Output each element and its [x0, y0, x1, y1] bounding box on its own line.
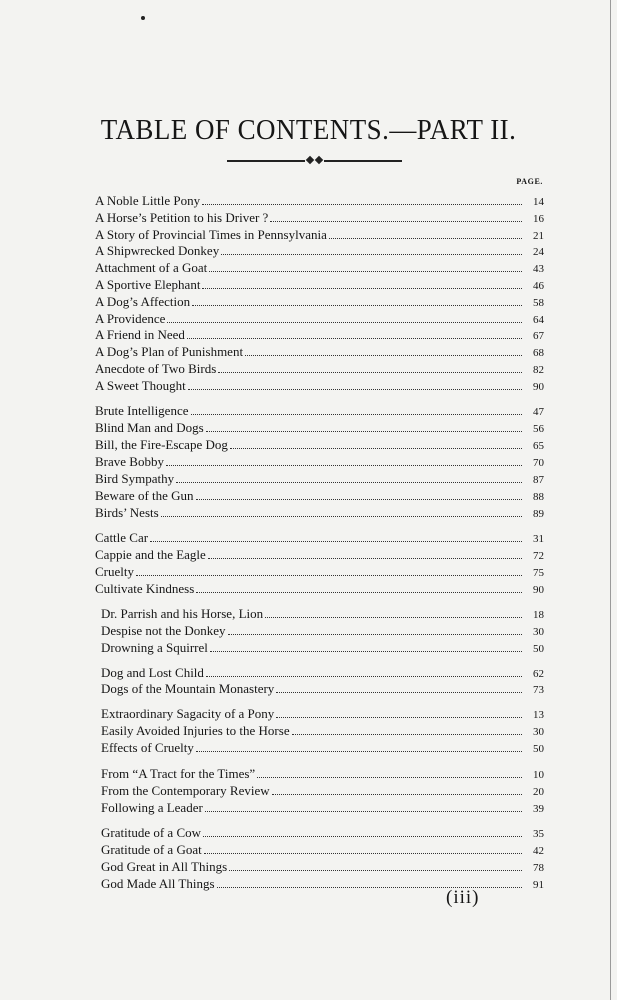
toc-entry [101, 783, 544, 799]
dot-leader [218, 361, 522, 373]
entry-page-number: 68 [533, 347, 544, 359]
dot-leader [205, 800, 522, 812]
toc-entry [101, 706, 544, 722]
toc-entry [101, 766, 544, 782]
dot-leader [276, 706, 522, 718]
dot-leader [161, 505, 522, 517]
toc-entry [101, 623, 544, 639]
dot-leader [203, 825, 522, 837]
entry-page-number: 90 [533, 584, 544, 596]
entry-title: Despise not the Donkey [101, 623, 226, 638]
toc-entry [95, 564, 544, 580]
rule-line-left [227, 160, 305, 162]
dot-leader [292, 723, 522, 735]
entry-title: Gratitude of a Cow [101, 825, 202, 840]
page-title: TABLE OF CONTENTS.—PART II. [100, 114, 517, 146]
entry-page-number: 42 [533, 845, 544, 857]
dot-leader [265, 606, 522, 618]
entry-title: A Horse’s Petition to his Driver ? [95, 210, 269, 225]
entry-title: Dogs of the Mountain Monastery [101, 681, 275, 696]
toc-entry [95, 454, 544, 470]
entry-page-number: 50 [533, 643, 544, 655]
page-column-header: PAGE. [516, 177, 543, 186]
toc-entry [95, 547, 544, 563]
toc-entry [95, 311, 544, 327]
toc-entry [95, 210, 544, 226]
dot-leader [257, 766, 522, 778]
entry-page-number: 46 [533, 280, 544, 292]
dot-leader [329, 227, 522, 239]
entry-page-number: 70 [533, 457, 544, 469]
entry-page-number: 58 [533, 297, 544, 309]
entry-page-number: 65 [533, 440, 544, 452]
toc-entry [101, 606, 544, 622]
dot-leader [196, 488, 522, 500]
entry-title: Cultivate Kindness [95, 581, 195, 596]
toc-entry [101, 681, 544, 697]
dot-leader [276, 681, 522, 693]
toc-entry [101, 800, 544, 816]
entry-title: God Made All Things [101, 876, 215, 891]
entry-title: A Sportive Elephant [95, 277, 201, 292]
entry-page-number: 35 [533, 828, 544, 840]
entry-title: Bill, the Fire-Escape Dog [95, 437, 228, 452]
entry-page-number: 47 [533, 406, 544, 418]
entry-title: Cruelty [95, 564, 134, 579]
entry-title: A Shipwrecked Donkey [95, 243, 220, 258]
toc-entry [95, 327, 544, 343]
entry-page-number: 75 [533, 567, 544, 579]
entry-title: Drowning a Squirrel [101, 640, 208, 655]
toc-entry [101, 842, 544, 858]
ink-speck [141, 16, 145, 20]
toc-entry [101, 859, 544, 875]
entry-page-number: 30 [533, 626, 544, 638]
dot-leader [270, 210, 522, 222]
entry-page-number: 72 [533, 550, 544, 562]
entry-title: Effects of Cruelty [101, 740, 194, 755]
entry-title: A Dog’s Plan of Punishment [95, 344, 244, 359]
entry-page-number: 88 [533, 491, 544, 503]
toc-entry [95, 403, 544, 419]
entry-title: Dr. Parrish and his Horse, Lion [101, 606, 264, 621]
dot-leader [209, 260, 522, 272]
entry-page-number: 39 [533, 803, 544, 815]
entry-title: A Dog’s Affection [95, 294, 191, 309]
entry-title: Dog and Lost Child [101, 665, 204, 680]
toc-entry [95, 193, 544, 209]
toc-entry [95, 437, 544, 453]
dot-leader [187, 327, 522, 339]
entry-title: A Noble Little Pony [95, 193, 201, 208]
entry-page-number: 73 [533, 684, 544, 696]
entry-page-number: 24 [533, 246, 544, 258]
entry-page-number: 62 [533, 668, 544, 680]
ornamental-rule [227, 156, 402, 166]
dot-leader [229, 859, 522, 871]
entry-page-number: 20 [533, 786, 544, 798]
toc-entry [101, 640, 544, 656]
dot-leader [166, 454, 522, 466]
entry-title: Bird Sympathy [95, 471, 175, 486]
entry-title: A Providence [95, 311, 166, 326]
entry-title: Beware of the Gun [95, 488, 194, 503]
entry-title: God Great in All Things [101, 859, 228, 874]
dot-leader [208, 547, 522, 559]
dot-leader [228, 623, 522, 635]
toc-entry [101, 825, 544, 841]
dot-leader [188, 378, 522, 390]
toc-entry [95, 277, 544, 293]
entry-page-number: 90 [533, 381, 544, 393]
entry-title: Following a Leader [101, 800, 203, 815]
entry-title: A Story of Provincial Times in Pennsylvania [95, 227, 327, 242]
dot-leader [191, 403, 523, 415]
dot-leader [210, 640, 522, 652]
dot-leader [206, 665, 522, 677]
entry-title: Cattle Car [95, 530, 149, 545]
toc-entry [95, 378, 544, 394]
dot-leader [167, 311, 522, 323]
dot-leader [204, 842, 522, 854]
entry-page-number: 56 [533, 423, 544, 435]
entry-title: A Friend in Need [95, 327, 185, 342]
dot-leader [192, 294, 522, 306]
dot-leader [202, 277, 522, 289]
entry-title: From the Contemporary Review [101, 783, 270, 798]
entry-page-number: 50 [533, 743, 544, 755]
entry-page-number: 43 [533, 263, 544, 275]
dot-leader [150, 530, 522, 542]
dot-leader [221, 243, 522, 255]
dot-leader [245, 344, 522, 356]
toc-entry [95, 505, 544, 521]
toc-entry [95, 243, 544, 259]
entry-page-number: 16 [533, 213, 544, 225]
dot-leader [136, 564, 522, 576]
entry-page-number: 91 [533, 879, 544, 891]
toc-entry [95, 344, 544, 360]
entry-page-number: 14 [533, 196, 544, 208]
entry-title: Anecdote of Two Birds [95, 361, 217, 376]
entry-title: Brute Intelligence [95, 403, 189, 418]
toc-entry [95, 471, 544, 487]
entry-title: From “A Tract for the Times” [101, 766, 256, 781]
dot-leader [272, 783, 522, 795]
page-edge-line [610, 0, 611, 1000]
toc-entry [101, 740, 544, 756]
page-number-folio: (iii) [446, 887, 480, 908]
toc-entry [95, 581, 544, 597]
entry-page-number: 67 [533, 330, 544, 342]
entry-page-number: 30 [533, 726, 544, 738]
dot-leader [202, 193, 522, 205]
entry-page-number: 18 [533, 609, 544, 621]
entry-page-number: 13 [533, 709, 544, 721]
rule-diamond [315, 156, 323, 164]
entry-title: Attachment of a Goat [95, 260, 208, 275]
dot-leader [230, 437, 522, 449]
toc-entry [95, 420, 544, 436]
entry-title: Brave Bobby [95, 454, 164, 469]
toc-entry [101, 665, 544, 681]
dot-leader [206, 420, 522, 432]
entry-title: Gratitude of a Goat [101, 842, 202, 857]
toc-entry [95, 260, 544, 276]
dot-leader [176, 471, 522, 483]
toc-entry [95, 530, 544, 546]
entry-page-number: 31 [533, 533, 544, 545]
entry-title: Extraordinary Sagacity of a Pony [101, 706, 275, 721]
entry-title: A Sweet Thought [95, 378, 186, 393]
entry-page-number: 78 [533, 862, 544, 874]
rule-line-right [324, 160, 402, 162]
toc-entry [95, 294, 544, 310]
toc-entry [95, 361, 544, 377]
entry-title: Birds’ Nests [95, 505, 159, 520]
rule-diamond [306, 156, 314, 164]
toc-entry [95, 488, 544, 504]
entry-title: Cappie and the Eagle [95, 547, 206, 562]
entry-page-number: 64 [533, 314, 544, 326]
entry-page-number: 89 [533, 508, 544, 520]
entry-page-number: 87 [533, 474, 544, 486]
entry-page-number: 82 [533, 364, 544, 376]
toc-entry [101, 723, 544, 739]
entry-page-number: 21 [533, 230, 544, 242]
dot-leader [196, 581, 522, 593]
entry-title: Easily Avoided Injuries to the Horse [101, 723, 290, 738]
dot-leader [196, 740, 522, 752]
toc-entry [95, 227, 544, 243]
entry-page-number: 10 [533, 769, 544, 781]
entry-title: Blind Man and Dogs [95, 420, 204, 435]
